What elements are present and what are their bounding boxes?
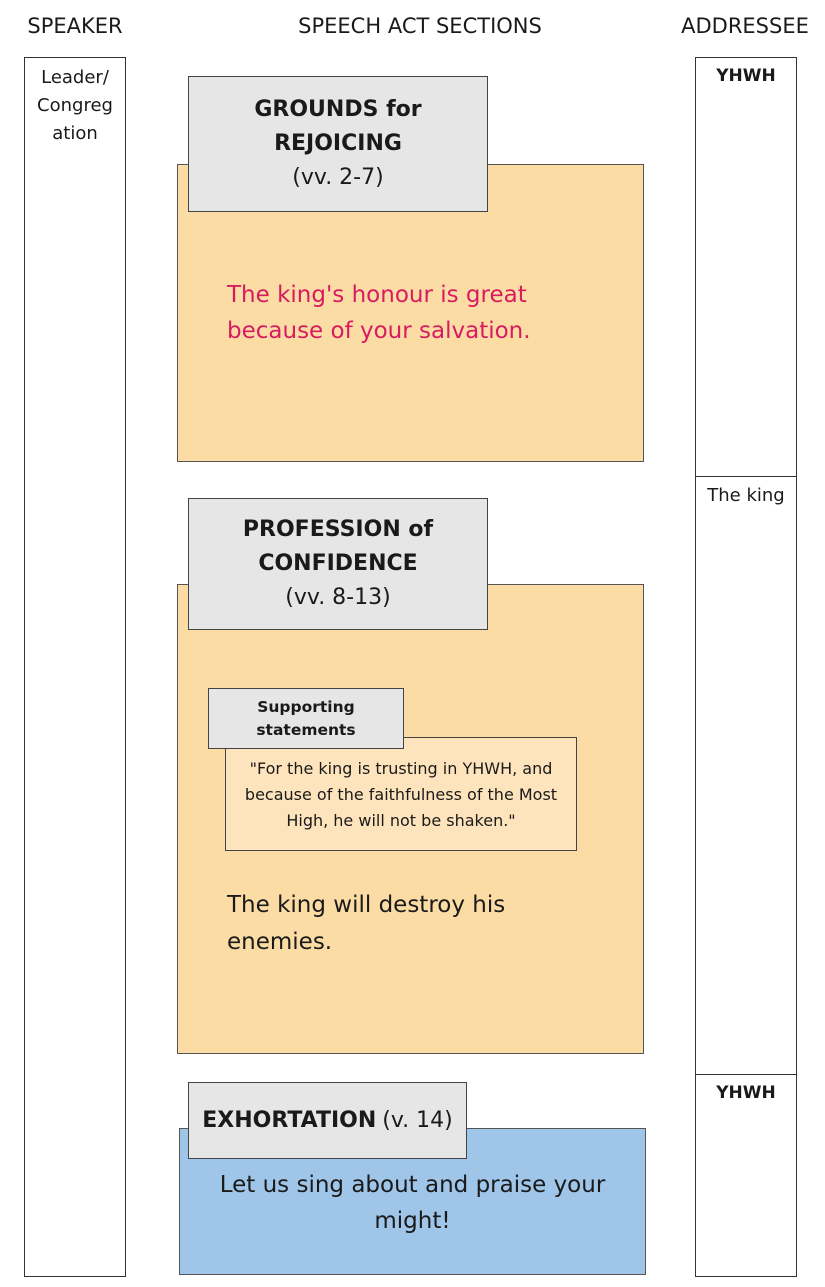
verses: (v. 14) — [382, 1107, 453, 1133]
verses: (vv. 8-13) — [285, 585, 391, 610]
section-confidence-text: The king will destroy his enemies. — [227, 892, 506, 955]
addressee-1: YHWH — [695, 57, 797, 477]
section-confidence-header — [188, 498, 488, 630]
addressee-2: The king — [695, 476, 797, 1075]
verses: (vv. 2-7) — [292, 165, 384, 190]
header-speaker: SPEAKER — [27, 14, 123, 38]
addressee-3: YHWH — [695, 1074, 797, 1277]
title-line2: CONFIDENCE — [258, 551, 418, 576]
title-line1: PROFESSION of — [242, 517, 434, 542]
section-exhortation-text: Let us sing about and praise your might! — [219, 1172, 606, 1234]
section-grounds-text: The king's honour is great because of your salvation. — [227, 282, 531, 344]
section-exhortation-header — [188, 1082, 467, 1159]
header-addressee: ADDRESSEE — [681, 14, 809, 38]
supporting-statement-box: "For the king is trusting in YHWH, and because of the faithfulness of the Most High, he will not be shaken." — [225, 737, 577, 851]
header-sections: SPEECH ACT SECTIONS — [298, 14, 542, 38]
supporting-statements-label: Supporting statements — [208, 688, 404, 749]
speaker-column — [24, 57, 126, 1277]
section-grounds-header — [188, 76, 488, 212]
title: EXHORTATION — [202, 1107, 377, 1133]
title-line2: REJOICING — [274, 131, 402, 156]
speaker-label: Leader/ Congreg ation — [37, 67, 113, 144]
title-line1: GROUNDS for — [254, 97, 422, 122]
